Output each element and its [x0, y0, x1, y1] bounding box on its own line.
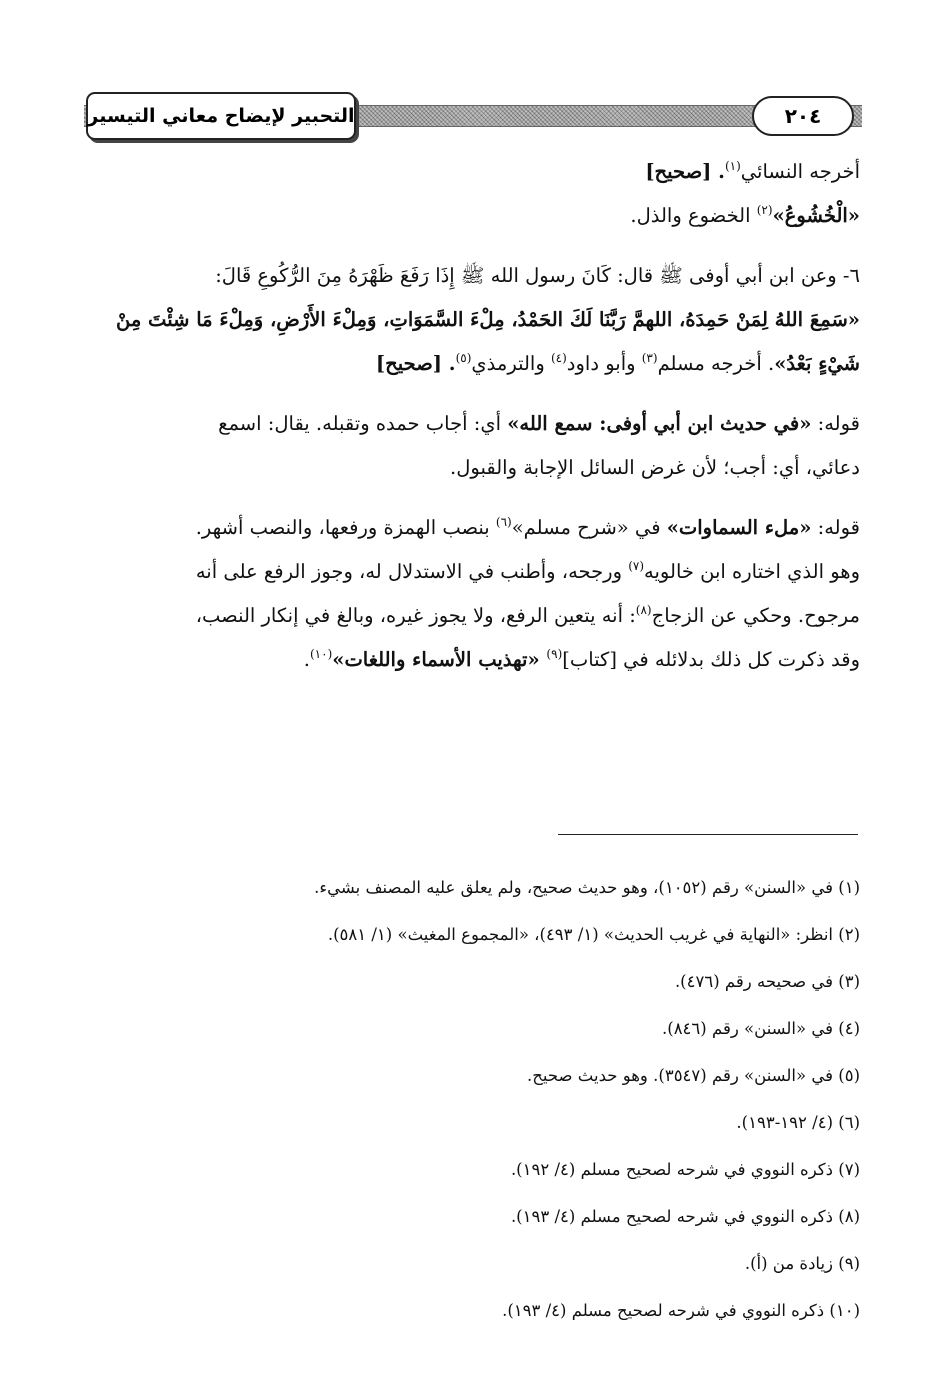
- footnote-9: (٩) زيادة من (أ).: [744, 1254, 860, 1273]
- p5-line-4c: .: [303, 648, 310, 671]
- footnote-ref-10: (١٠): [309, 647, 333, 661]
- footnote-10: (١٠) ذكره النووي في شرحه لصحيح مسلم (٤/ ١٩٣).: [502, 1301, 860, 1320]
- p3-grade: . [صحيح]: [375, 352, 456, 375]
- page-number: ٢٠٤: [752, 96, 854, 136]
- paragraph-1: [80, 150, 860, 194]
- paragraph-3-hadith: [80, 254, 860, 386]
- p3-line-3c: وأبو داود: [566, 352, 642, 375]
- p5-line-3a: مرجوح. وحكي عن الزجاج: [651, 604, 860, 627]
- footnote-5: (٥) في «السنن» رقم (٣٥٤٧). وهو حديث صحيح.: [527, 1066, 860, 1085]
- paragraph-4: [80, 402, 860, 490]
- p2-term: «الْخُشُوعُ»: [772, 204, 860, 227]
- footnote-ref-4: (٤): [550, 351, 567, 365]
- p5-line-4b: «تهذيب الأسماء واللغات»: [332, 648, 547, 671]
- p3-line-3b: . أخرجه مسلم: [657, 352, 775, 375]
- p4-line-1c: أي: أجاب حمده وتقبله. يقال: اسمع: [218, 412, 508, 435]
- p5-line-4a: وقد ذكرت كل ذلك بدلائله في [كتاب]: [562, 648, 860, 671]
- p1-text: أخرجه النسائي: [740, 160, 860, 183]
- footnote-8: (٨) ذكره النووي في شرحه لصحيح مسلم (٤/ ١٩٣).: [510, 1207, 860, 1226]
- p5-line-1a: قوله:: [811, 516, 860, 539]
- footnote-ref-2: (٢): [756, 203, 773, 217]
- p5-line-2b: ورجحه، وأطنب في الاستدلال له، وجوز الرفع على أنه: [195, 560, 629, 583]
- p5-line-1c: في «شرح مسلم»: [511, 516, 667, 539]
- footnote-ref-8: (٨): [635, 603, 652, 617]
- p4-line-1b: «في حديث ابن أبي أوفى: سمع الله»: [507, 412, 812, 435]
- footnotes-list: [80, 864, 860, 1334]
- page-header: [84, 92, 862, 148]
- footnote-ref-3: (٣): [641, 351, 658, 365]
- footnote-ref-7: (٧): [628, 559, 645, 573]
- p5-line-3b: : أنه يتعين الرفع، ولا يجوز غيره، وبالغ في إنكار النصب،: [195, 604, 636, 627]
- p3-line-2: «سَمِعَ اللهُ لِمَنْ حَمِدَهُ، اللهمَّ رَبَّنَا لَكَ الحَمْدُ، مِلْءَ السَّمَوَاتِ، وَمِلْءَ الأَرْضِ، وَمِلْءَ مَا شِئْتَ مِنْ: [115, 308, 860, 331]
- p5-line-1b: «ملء السماوات»: [666, 516, 812, 539]
- p4-line-2: دعائي، أي: أجب؛ لأن غرض السائل الإجابة والقبول.: [450, 456, 860, 479]
- book-title: التحبير لإيضاح معاني التيسير: [86, 92, 356, 140]
- footnote-ref-1: (١): [724, 159, 741, 173]
- paragraph-5: [80, 506, 860, 682]
- footnote-separator: [558, 834, 858, 835]
- main-text: [80, 150, 860, 682]
- footnote-6: (٦) (٤/ ١٩٢-١٩٣).: [736, 1113, 860, 1132]
- footnote-4: (٤) في «السنن» رقم (٨٤٦).: [662, 1019, 860, 1038]
- p3-line-3a: شَيْءٍ بَعْدُ»: [774, 352, 860, 375]
- footnote-2: (٢) انظر: «النهاية في غريب الحديث» (١/ ٤٩٣)، «المجموع المغيث» (١/ ٥٨١).: [327, 925, 860, 944]
- p1-grade: . [صحيح]: [645, 160, 725, 183]
- footnote-ref-6: (٦): [495, 515, 512, 529]
- p5-line-1d: بنصب الهمزة ورفعها، والنصب أشهر.: [195, 516, 496, 539]
- footnote-7: (٧) ذكره النووي في شرحه لصحيح مسلم (٤/ ١٩٢).: [510, 1160, 860, 1179]
- footnote-1: (١) في «السنن» رقم (١٠٥٢)، وهو حديث صحيح، ولم يعلق عليه المصنف بشيء.: [314, 878, 860, 897]
- p2-text: الخضوع والذل.: [630, 204, 757, 227]
- paragraph-2: [80, 194, 860, 238]
- footnote-ref-5: (٥): [455, 351, 472, 365]
- p5-line-2a: وهو الذي اختاره ابن خالويه: [644, 560, 860, 583]
- p3-line-1: ٦- وعن ابن أبي أوفى ﷺ قال: كَانَ رسول الله ﷺ إِذَا رَفَعَ ظَهْرَهُ مِنَ الرُّكُوعِ قَالَ:: [215, 264, 860, 287]
- footnote-3: (٣) في صحيحه رقم (٤٧٦).: [674, 972, 860, 991]
- footnote-ref-9: (٩): [546, 647, 563, 661]
- p4-line-1a: قوله:: [811, 412, 860, 435]
- p3-line-3d: والترمذي: [471, 352, 551, 375]
